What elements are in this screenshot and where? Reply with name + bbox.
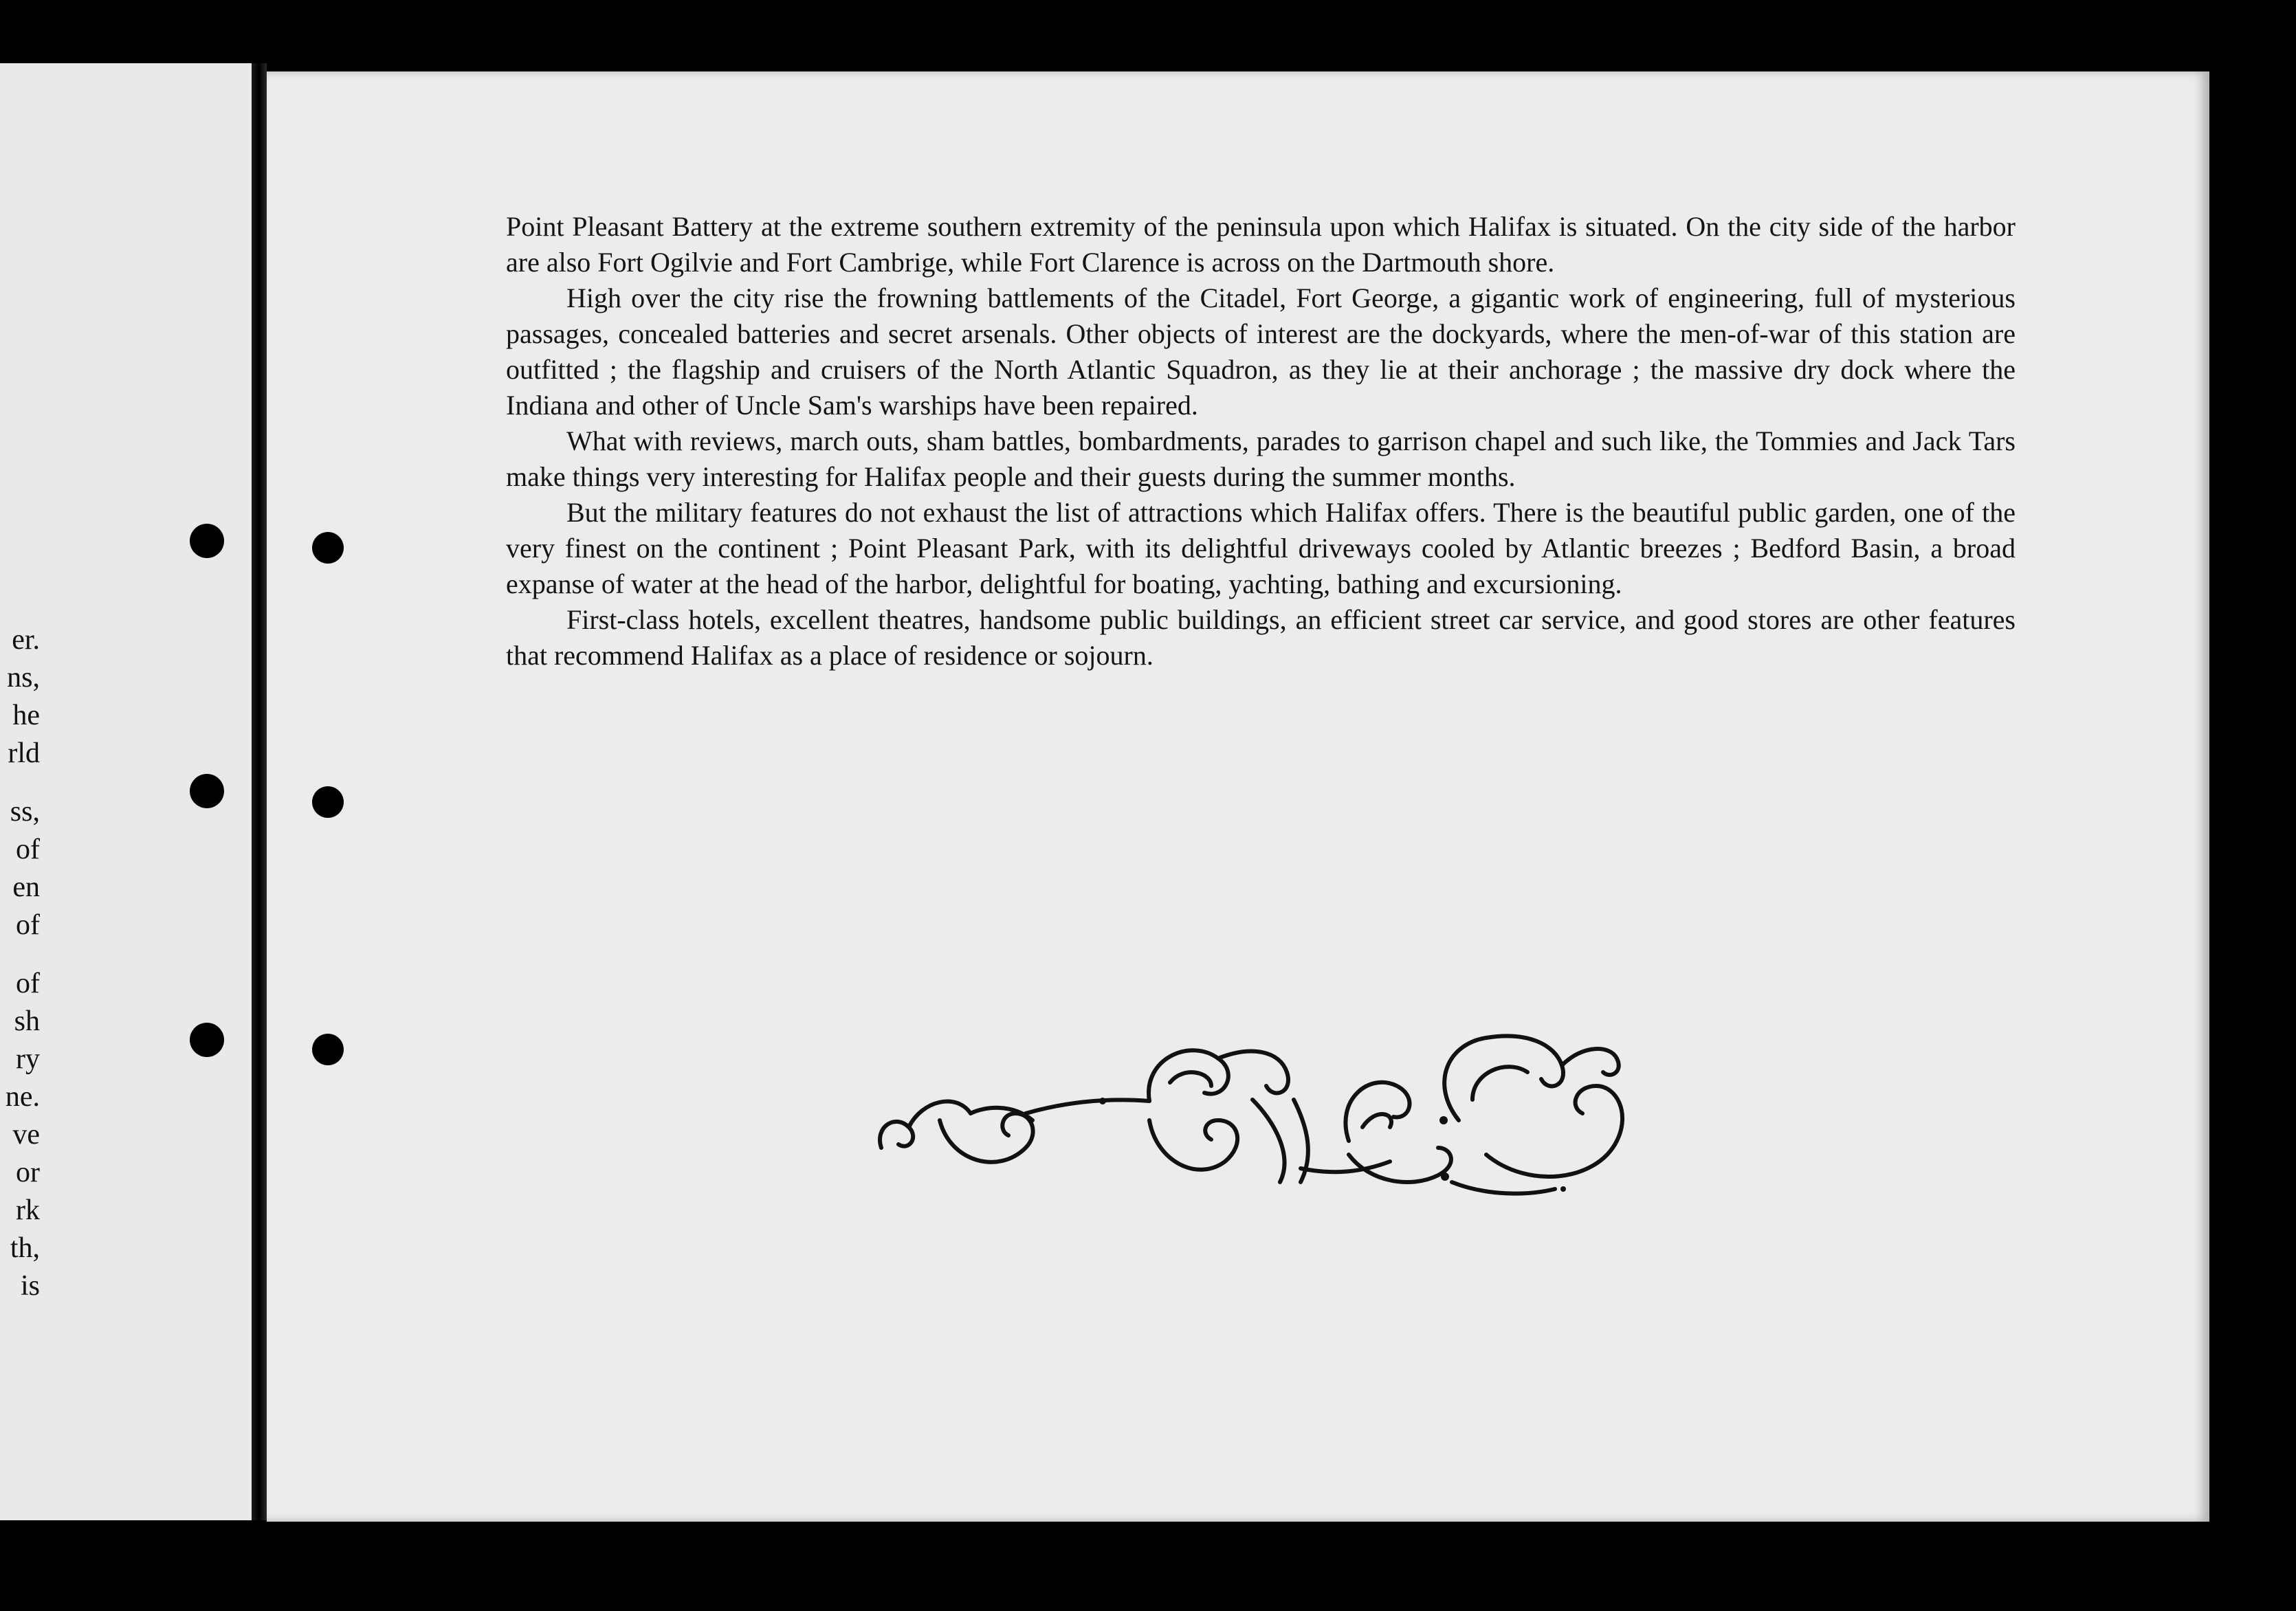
fragment-gap <box>0 773 40 793</box>
binder-hole <box>190 1023 224 1057</box>
fragment-gap <box>0 944 40 965</box>
fragment-line: rk <box>16 1195 40 1226</box>
binder-hole <box>190 524 224 558</box>
scroll-flourish-ornament-icon <box>868 1017 1644 1223</box>
binding-gutter <box>252 63 267 1520</box>
body-text <box>506 209 2016 674</box>
paragraph: What with reviews, march outs, sham battles, bombardments, parades to garrison chapel and such like, the Tommies and Jack Tars make things very interesting for Halifax people and their guests during the summer months. <box>506 425 2016 492</box>
fragment-line: ne. <box>5 1081 40 1113</box>
fragment-line: he <box>12 700 40 731</box>
paragraph: First-class hotels, excellent theatres, handsome public buildings, an efficient street car service, and good stores are other features that recommend Halifax as a place of residence or sojourn. <box>506 604 2016 671</box>
fragment-line: of <box>16 834 40 865</box>
fragment-line: ve <box>12 1119 40 1151</box>
fragment-line: ns, <box>7 662 40 693</box>
binder-hole <box>312 786 344 818</box>
fragment-line: sh <box>14 1006 40 1037</box>
binder-hole <box>312 1034 344 1065</box>
fragment-line: is <box>20 1270 40 1302</box>
left-page-text-fragment <box>0 621 40 1305</box>
fragment-line: ry <box>16 1043 40 1075</box>
fragment-line: th, <box>10 1232 40 1264</box>
paragraph: But the military features do not exhaust the list of attractions which Halifax offers. There is the beautiful public garden, one of the very finest on the continent ; Point Pleasant Park, with its delightful driveways cooled by Atlantic breezes ; Bedford Basin, a broad expanse of water at the head of the harbor, delightful for boating, yachting, bathing and excursioning. <box>506 497 2016 599</box>
fragment-line: or <box>16 1157 40 1188</box>
binder-hole <box>190 774 224 808</box>
fragment-line: er. <box>12 624 40 656</box>
fragment-line: rld <box>8 737 40 769</box>
fragment-line: en <box>12 871 40 903</box>
paragraph: High over the city rise the frowning battlements of the Citadel, Fort George, a gigantic work of engineering, full of mysterious passages, concealed batteries and secret arsenals. Other objects of interest are the dockyards, where the men-of-war of this station are outfitted ; the flagship and cruisers of the North Atlantic Squadron, as they lie at their anchorage ; the massive dry dock where the Indiana and other of Uncle Sam's warships have been repaired. <box>506 282 2016 421</box>
paragraph: Point Pleasant Battery at the extreme southern extremity of the peninsula upon which Halifax is situated. On the city side of the harbor are also Fort Ogilvie and Fort Cambrige, while Fort Clarence is across on the Dartmouth shore. <box>506 211 2016 278</box>
fragment-line: of <box>16 909 40 941</box>
binder-hole <box>312 532 344 564</box>
fragment-line: of <box>16 968 40 999</box>
fragment-line: ss, <box>10 796 40 827</box>
left-page <box>0 63 260 1520</box>
